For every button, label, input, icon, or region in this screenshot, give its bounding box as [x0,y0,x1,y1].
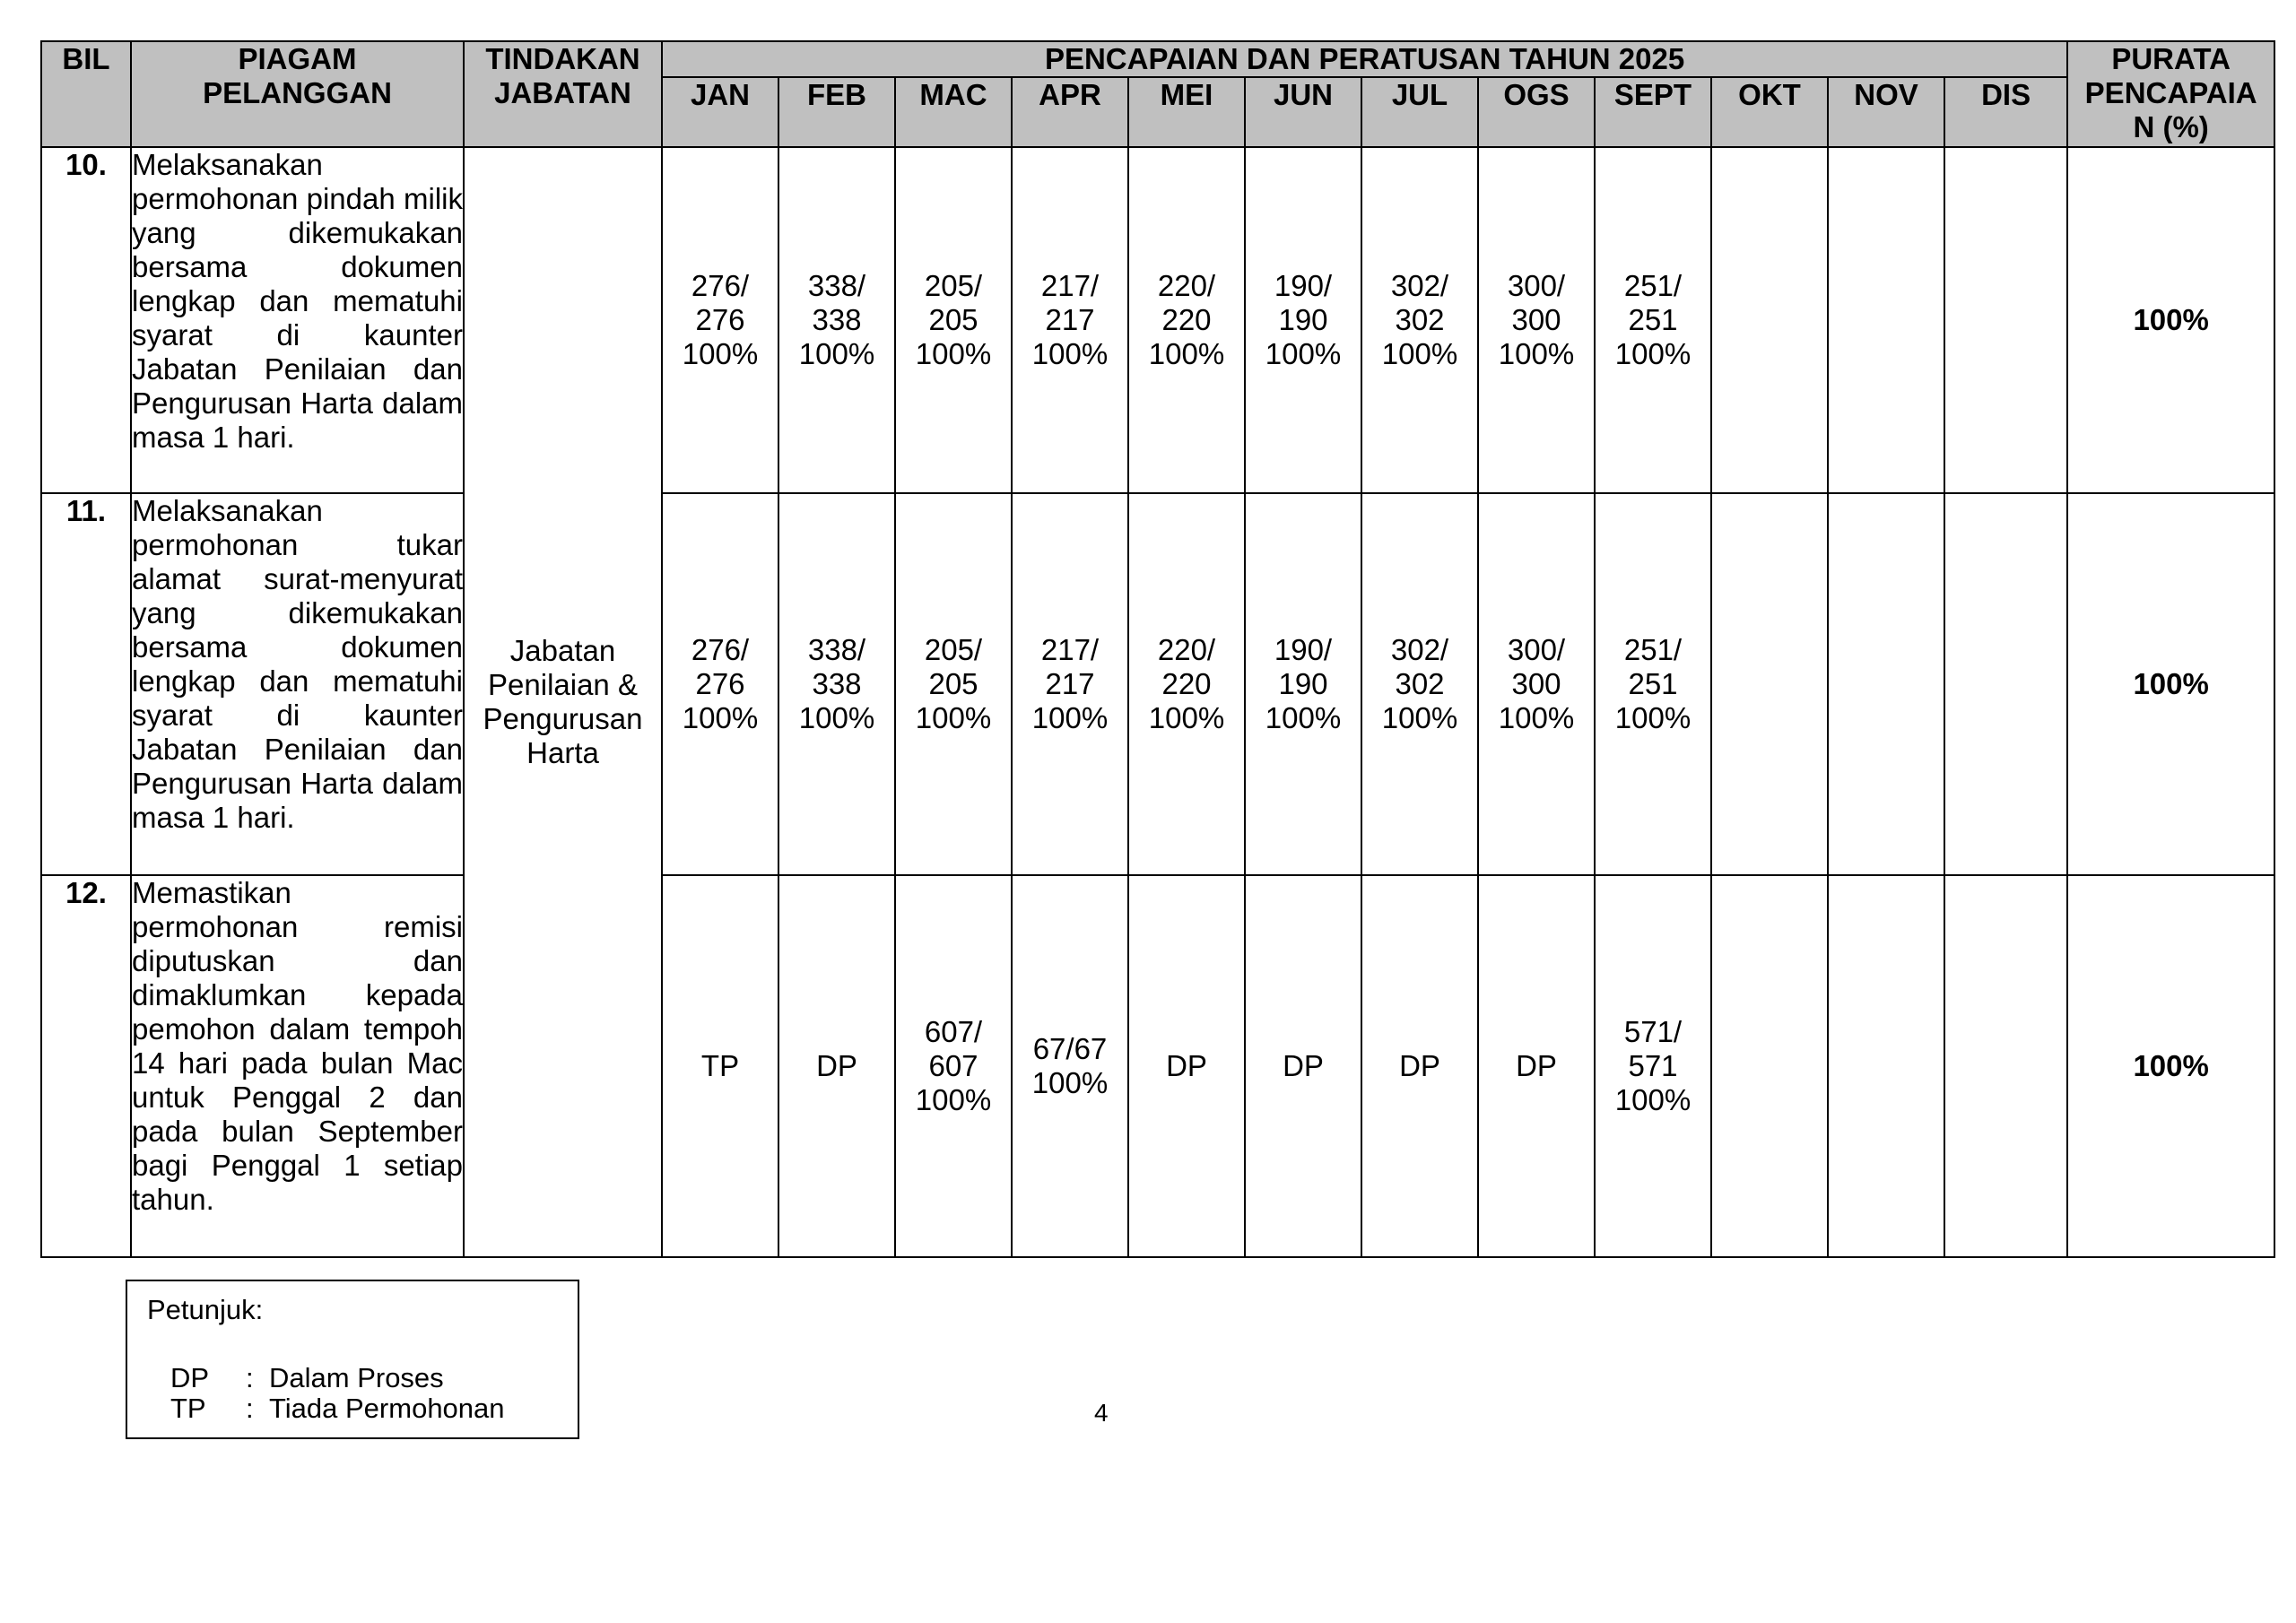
page-number: 4 [1094,1399,1109,1427]
header-purata: PURATA PENCAPAIA N (%) [2067,41,2274,147]
month-value: 220/ 220 100% [1128,493,1245,875]
month-value: DP [1245,875,1361,1257]
month-value [1828,147,1944,493]
month-value [1944,875,2067,1257]
month-value: 251/ 251 100% [1595,147,1711,493]
month-value: 276/ 276 100% [662,147,778,493]
row-number: 12. [41,875,131,1257]
month-value [1711,875,1828,1257]
purata-value: 100% [2067,875,2274,1257]
row-number: 10. [41,147,131,493]
month-value: 302/ 302 100% [1361,147,1478,493]
achievement-table [40,40,2275,1258]
month-value: 338/ 338 100% [778,147,895,493]
header-month: JUN [1245,77,1361,147]
month-value: 190/ 190 100% [1245,493,1361,875]
piagam-description: Melaksanakan permohonan tukar alamat surat-menyurat yang dikemukakan bersama dokumen lengkap dan mematuhi syarat di kaunter Jabatan Penilaian dan Pengurusan Harta dalam masa 1 hari. [131,493,464,875]
header-month: DIS [1944,77,2067,147]
month-value: 276/ 276 100% [662,493,778,875]
table-row [41,147,2274,493]
legend-code: DP [170,1362,210,1393]
month-value: 571/ 571 100% [1595,875,1711,1257]
legend-item [170,1393,505,1425]
header-month: FEB [778,77,895,147]
header-pencapaian: PENCAPAIAN DAN PERATUSAN TAHUN 2025 [662,41,2067,77]
header-month: SEPT [1595,77,1711,147]
legend-code: TP [170,1393,206,1424]
month-value: TP [662,875,778,1257]
purata-value: 100% [2067,493,2274,875]
month-value: 338/ 338 100% [778,493,895,875]
month-value: DP [1128,875,1245,1257]
month-value [1711,493,1828,875]
legend-title: Petunjuk: [147,1294,264,1325]
legend-item [170,1362,444,1394]
month-value: 205/ 205 100% [895,493,1012,875]
legend-separator: : [246,1393,254,1424]
month-value [1944,493,2067,875]
piagam-description: Memastikan permohonan remisi diputuskan dan dimaklumkan kepada pemohon dalam tempoh 14 hari pada bulan Mac untuk Penggal 2 dan pada bulan September bagi Penggal 1 setiap tahun. [131,875,464,1257]
month-value [1828,493,1944,875]
table-header [41,41,2274,147]
header-month: JUL [1361,77,1478,147]
legend-box [126,1280,579,1439]
month-value: DP [1361,875,1478,1257]
month-value: 302/ 302 100% [1361,493,1478,875]
legend-description: Tiada Permohonan [269,1393,505,1424]
month-value [1711,147,1828,493]
month-value: 67/67 100% [1012,875,1128,1257]
table-row [41,875,2274,1257]
header-month: NOV [1828,77,1944,147]
header-month: MAC [895,77,1012,147]
header-month: APR [1012,77,1128,147]
header-month: JAN [662,77,778,147]
month-value [1828,875,1944,1257]
row-number: 11. [41,493,131,875]
month-value: 217/ 217 100% [1012,147,1128,493]
header-month: OKT [1711,77,1828,147]
month-value: 251/ 251 100% [1595,493,1711,875]
header-month: MEI [1128,77,1245,147]
table-body [41,147,2274,1257]
month-value: 220/ 220 100% [1128,147,1245,493]
header-tindakan: TINDAKAN JABATAN [464,41,662,147]
month-value: DP [778,875,895,1257]
header-month: OGS [1478,77,1595,147]
header-piagam: PIAGAM PELANGGAN [131,41,464,147]
month-value: 190/ 190 100% [1245,147,1361,493]
month-value: 217/ 217 100% [1012,493,1128,875]
header-bil: BIL [41,41,131,147]
month-value: DP [1478,875,1595,1257]
table-row [41,493,2274,875]
month-value: 607/ 607 100% [895,875,1012,1257]
month-value: 300/ 300 100% [1478,147,1595,493]
piagam-description: Melaksanakan permohonan pindah milik yang dikemukakan bersama dokumen lengkap dan mematuhi syarat di kaunter Jabatan Penilaian dan Pengurusan Harta dalam masa 1 hari. [131,147,464,493]
purata-value: 100% [2067,147,2274,493]
legend-separator: : [246,1362,254,1393]
month-value: 300/ 300 100% [1478,493,1595,875]
month-value: 205/ 205 100% [895,147,1012,493]
legend-description: Dalam Proses [269,1362,444,1393]
month-value [1944,147,2067,493]
tindakan-jabatan: Jabatan Penilaian & Pengurusan Harta [464,147,662,1257]
